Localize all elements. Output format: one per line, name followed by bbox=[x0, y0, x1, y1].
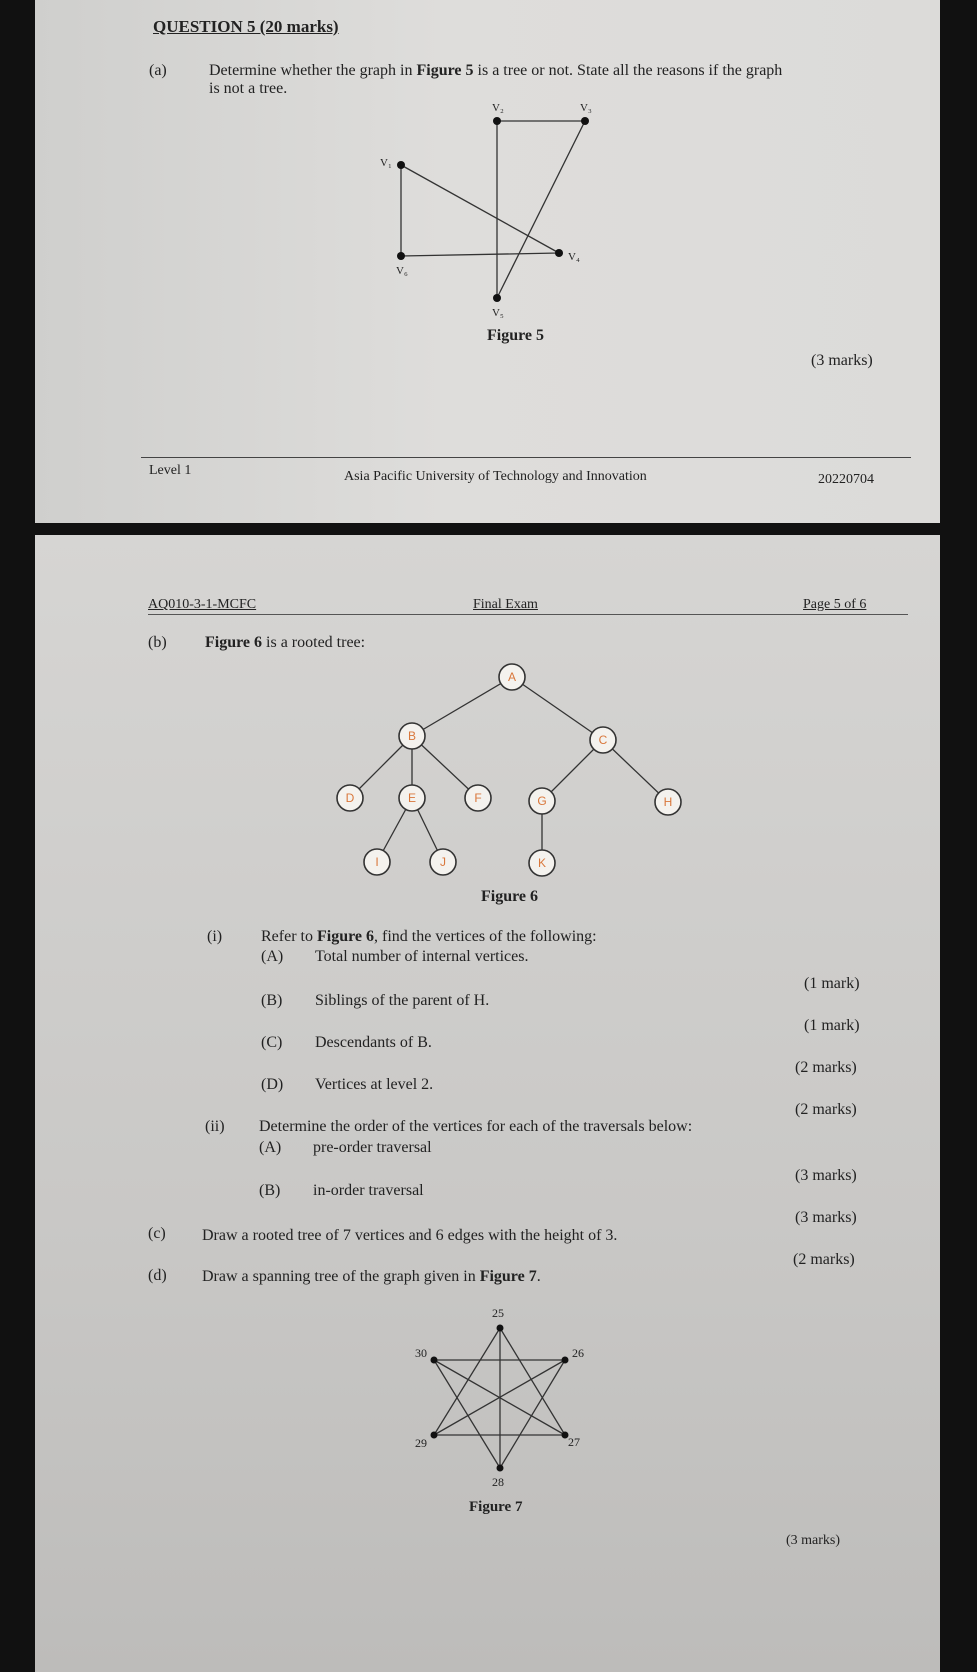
item-i-d-marks: (2 marks) bbox=[795, 1101, 857, 1118]
node-label-b: B bbox=[407, 729, 417, 743]
part-b-i-label: (i) bbox=[207, 928, 223, 945]
vertex-v4 bbox=[555, 249, 563, 257]
vertex-30 bbox=[431, 1357, 438, 1364]
node-label-e: E bbox=[407, 791, 417, 805]
part-d-label: (d) bbox=[148, 1267, 167, 1284]
node-label-i: I bbox=[375, 855, 379, 869]
vertex-29 bbox=[431, 1432, 438, 1439]
figure-6-caption: Figure 6 bbox=[481, 888, 539, 905]
vertex-25 bbox=[497, 1325, 504, 1332]
item-ii-b-marks: (3 marks) bbox=[795, 1209, 857, 1226]
vertex-v5 bbox=[493, 294, 501, 302]
part-d-marks: (3 marks) bbox=[786, 1533, 841, 1548]
label-26: 26 bbox=[572, 1346, 584, 1360]
node-label-h: H bbox=[663, 795, 673, 809]
item-i-d-text: Vertices at level 2. bbox=[315, 1076, 434, 1093]
footer-rule bbox=[141, 457, 911, 458]
vertex-v1 bbox=[397, 161, 405, 169]
label-27: 27 bbox=[568, 1435, 580, 1449]
part-d-text-2: . bbox=[536, 1268, 541, 1285]
figure-5-graph bbox=[35, 0, 940, 523]
label-v4: V₄ bbox=[568, 251, 580, 263]
node-label-c: C bbox=[598, 733, 608, 747]
part-b-intro-bold: Figure 6 bbox=[205, 634, 263, 651]
label-v3: V₃ bbox=[580, 102, 592, 114]
part-a-marks: (3 marks) bbox=[811, 352, 873, 369]
header-code: AQ010-3-1-MCFC bbox=[148, 597, 257, 612]
vertex-26 bbox=[562, 1357, 569, 1364]
item-i-c-text: Descendants of B. bbox=[315, 1034, 432, 1051]
part-a-text-1: Determine whether the graph in bbox=[209, 62, 417, 79]
part-a-fig-ref: Figure 5 bbox=[416, 62, 474, 79]
part-b-intro-rest: is a rooted tree: bbox=[262, 634, 366, 651]
part-c-text: Draw a rooted tree of 7 vertices and 6 edges with the height of 3. bbox=[202, 1227, 618, 1244]
node-label-g: G bbox=[537, 794, 547, 808]
figure-5-caption: Figure 5 bbox=[487, 327, 545, 344]
item-ii-b-text: in-order traversal bbox=[313, 1182, 424, 1199]
label-25: 25 bbox=[492, 1306, 504, 1320]
part-c-label: (c) bbox=[148, 1225, 166, 1242]
label-v6: V₆ bbox=[396, 265, 408, 277]
edge-v6-v4 bbox=[401, 253, 559, 256]
item-i-a-marks: (1 mark) bbox=[804, 975, 860, 992]
label-v1: V₁ bbox=[380, 157, 392, 169]
label-28: 28 bbox=[492, 1475, 504, 1489]
part-d-text-bold: Figure 7 bbox=[479, 1268, 537, 1285]
item-ii-b-label: (B) bbox=[259, 1182, 281, 1199]
label-v2: V₂ bbox=[492, 102, 504, 114]
edge-v3-v5 bbox=[497, 121, 585, 298]
item-i-a-text: Total number of internal vertices. bbox=[315, 948, 529, 965]
vertex-28 bbox=[497, 1465, 504, 1472]
vertex-v3 bbox=[581, 117, 589, 125]
item-ii-a-label: (A) bbox=[259, 1139, 282, 1156]
footer-level: Level 1 bbox=[149, 463, 192, 478]
footer-university: Asia Pacific University of Technology and Innovation bbox=[344, 469, 647, 484]
part-a-text-3: is not a tree. bbox=[209, 80, 288, 97]
item-i-b-marks: (1 mark) bbox=[804, 1017, 860, 1034]
item-i-d-label: (D) bbox=[261, 1076, 284, 1093]
figure-7-caption: Figure 7 bbox=[469, 1499, 523, 1515]
part-b-i-text-bold: Figure 6 bbox=[316, 928, 375, 945]
label-30: 30 bbox=[415, 1346, 427, 1360]
item-ii-a-text: pre-order traversal bbox=[313, 1139, 432, 1156]
part-b-i-text-2: , find the vertices of the following: bbox=[374, 928, 597, 945]
header-exam: Final Exam bbox=[473, 597, 538, 612]
item-ii-a-marks: (3 marks) bbox=[795, 1167, 857, 1184]
vertex-v2 bbox=[493, 117, 501, 125]
item-i-a-label: (A) bbox=[261, 948, 284, 965]
item-i-b-label: (B) bbox=[261, 992, 283, 1009]
part-c-marks: (2 marks) bbox=[793, 1251, 855, 1268]
edge-v1-v4 bbox=[401, 165, 559, 253]
item-i-c-marks: (2 marks) bbox=[795, 1059, 857, 1076]
part-d-text-1: Draw a spanning tree of the graph given in bbox=[202, 1268, 480, 1285]
label-v5: V₅ bbox=[492, 307, 504, 319]
part-b-i-text-1: Refer to bbox=[261, 928, 317, 945]
part-b-ii-label: (ii) bbox=[205, 1118, 225, 1135]
part-a-label: (a) bbox=[149, 62, 167, 79]
label-29: 29 bbox=[415, 1436, 427, 1450]
node-label-a: A bbox=[507, 670, 517, 684]
item-i-c-label: (C) bbox=[261, 1034, 283, 1051]
footer-date: 20220704 bbox=[818, 472, 874, 487]
node-label-f: F bbox=[474, 791, 482, 805]
node-label-k: K bbox=[537, 856, 547, 870]
node-label-j: J bbox=[440, 855, 446, 869]
part-a-text-2: is a tree or not. State all the reasons if the graph bbox=[473, 62, 783, 79]
header-page: Page 5 of 6 bbox=[803, 597, 867, 612]
node-label-d: D bbox=[345, 791, 355, 805]
item-i-b-text: Siblings of the parent of H. bbox=[315, 992, 490, 1009]
vertex-v6 bbox=[397, 252, 405, 260]
part-b-label: (b) bbox=[148, 634, 167, 651]
question-title: QUESTION 5 (20 marks) bbox=[153, 17, 339, 36]
part-b-ii-text: Determine the order of the vertices for each of the traversals below: bbox=[259, 1118, 693, 1135]
exam-page-top bbox=[35, 0, 940, 523]
exam-page-bottom bbox=[35, 535, 940, 1672]
